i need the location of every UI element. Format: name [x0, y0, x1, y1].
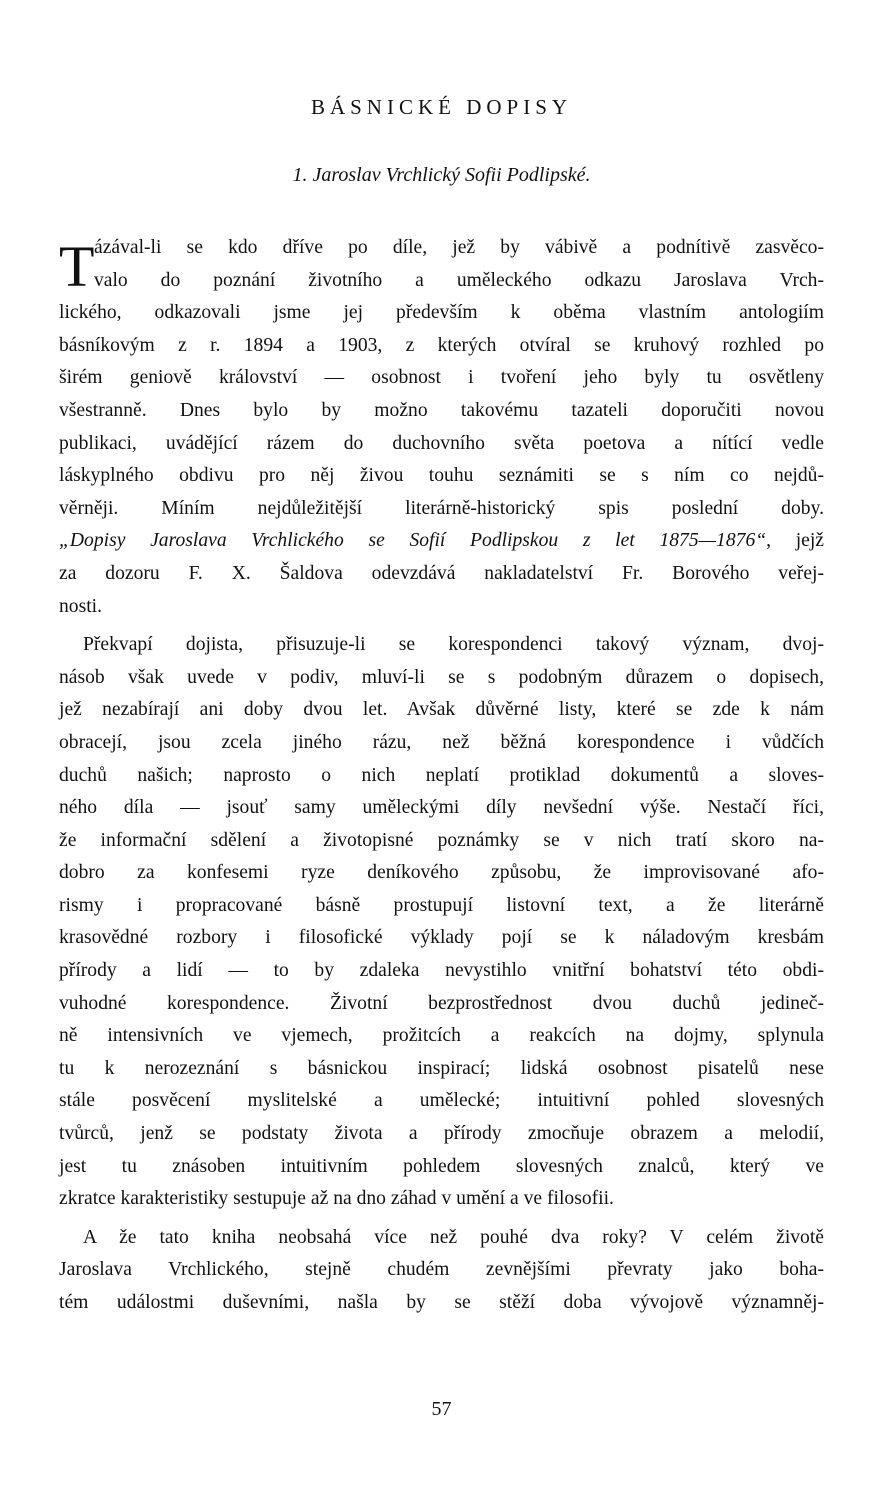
text-line: tvůrců, jenž se podstaty života a přírody zmocňuje obrazem a melodií,: [59, 1123, 824, 1145]
text-line: stále posvěcení myslitelské a umělecké; intuitivní pohled slovesných: [59, 1090, 824, 1112]
text-line: valo do poznání životního a uměleckého odkazu Jaroslava Vrch-: [94, 269, 824, 291]
text-line: ně intensivních ve vjemech, prožitcích a reakcích na dojmy, splynula: [59, 1025, 824, 1047]
text-line: Jaroslava Vrchlického, stejně chudém zevnějšími převraty jako boha-: [59, 1259, 824, 1281]
text-line: násob však uvede v podiv, mluví-li se s podobným důrazem o dopisech,: [59, 666, 824, 688]
text-line: básníkovým z r. 1894 a 1903, z kterých otvíral se kruhový rozhled po: [59, 334, 824, 356]
paragraph-2: [59, 629, 824, 1216]
text-line: tém událostmi duševními, našla by se stěží doba vývojově významněj-: [59, 1292, 824, 1313]
text-line: za dozoru F. X. Šaldova odevzdává nakladatelství Fr. Borového veřej-: [59, 562, 824, 584]
text-line: A že tato kniha neobsahá více než pouhé dva roky? V celém životě: [83, 1226, 824, 1248]
paragraph-1: [59, 232, 824, 623]
book-title: „Dopisy Jaroslava Vrchlického se Sofií Podlipskou z let 1875—1876“: [59, 530, 767, 552]
text-line: krasovědné rozbory i filosofické výklady pojí se k náladovým kresbám: [59, 927, 824, 949]
text-line: publikaci, uvádějící rázem do duchovního světa poetova a nítící vedle: [59, 432, 824, 454]
text-line: že informační sdělení a životopisné poznámky se v nich tratí skoro na-: [59, 829, 824, 851]
text-line: láskyplného obdivu pro něj živou touhu seznámiti se s ním co nejdů-: [59, 465, 824, 487]
text-line: lického, odkazovali jsme jej především k oběma vlastním antologiím: [59, 302, 824, 324]
text-line: ázával-li se kdo dříve po díle, jež by vábivě a podnítivě zasvěco-: [94, 237, 824, 258]
paragraph-3: [59, 1222, 824, 1320]
text-line: věrněji. Míním nejdůležitější literárně-historický spis poslední doby.: [59, 497, 824, 519]
text-line: jež nezabírají ani doby dvou let. Avšak důvěrné listy, které se zde k nám: [59, 699, 824, 721]
page-number: 57: [431, 1398, 452, 1420]
text-line: dobro za konfesemi ryze deníkového způsobu, že improvisované afo-: [59, 862, 824, 884]
text-line: nosti.: [59, 595, 103, 617]
text-line: širém geniově království — osobnost i tvoření jeho byly tu osvětleny: [59, 367, 824, 389]
text-line: obracejí, jsou zcela jiného rázu, než běžná korespondence i vůdčích: [59, 731, 824, 753]
section-subtitle: 1. Jaroslav Vrchlický Sofii Podlipské.: [292, 164, 591, 186]
text-line-with-title: [59, 525, 824, 558]
text-line: tu k nerozeznání s básnickou inspirací; lidská osobnost pisatelů nese: [59, 1057, 824, 1079]
text-line: jest tu znásoben intuitivním pohledem slovesných znalců, který ve: [59, 1155, 824, 1177]
text-line: Překvapí dojista, přisuzuje-li se korespondenci takový význam, dvoj-: [83, 634, 824, 656]
text-line: rismy i propracované básně prostupují listovní text, a že literárně: [59, 894, 824, 916]
body-text: [59, 232, 824, 1320]
text-line: vuhodné korespondence. Životní bezprostřednost dvou duchů jedineč-: [59, 992, 824, 1014]
text-line: přírody a lidí — to by zdaleka nevystihlo vnitřní bohatství této obdi-: [59, 960, 824, 982]
text-line: ného díla — jsouť samy uměleckými díly nevšední výše. Nestačí říci,: [59, 797, 824, 819]
text-line: duchů našich; naprosto o nich neplatí protiklad dokumentů a sloves-: [59, 764, 824, 786]
text-line: všestranně. Dnes bylo by možno takovému tazateli doporučiti novou: [59, 399, 824, 421]
drop-cap: T: [59, 234, 95, 299]
running-head: BÁSNICKÉ DOPISY: [310, 95, 573, 119]
text-line: zkratce karakteristiky sestupuje až na dno záhad v umění a ve filosofii.: [59, 1188, 614, 1210]
text-fragment: , jejž: [766, 530, 824, 552]
